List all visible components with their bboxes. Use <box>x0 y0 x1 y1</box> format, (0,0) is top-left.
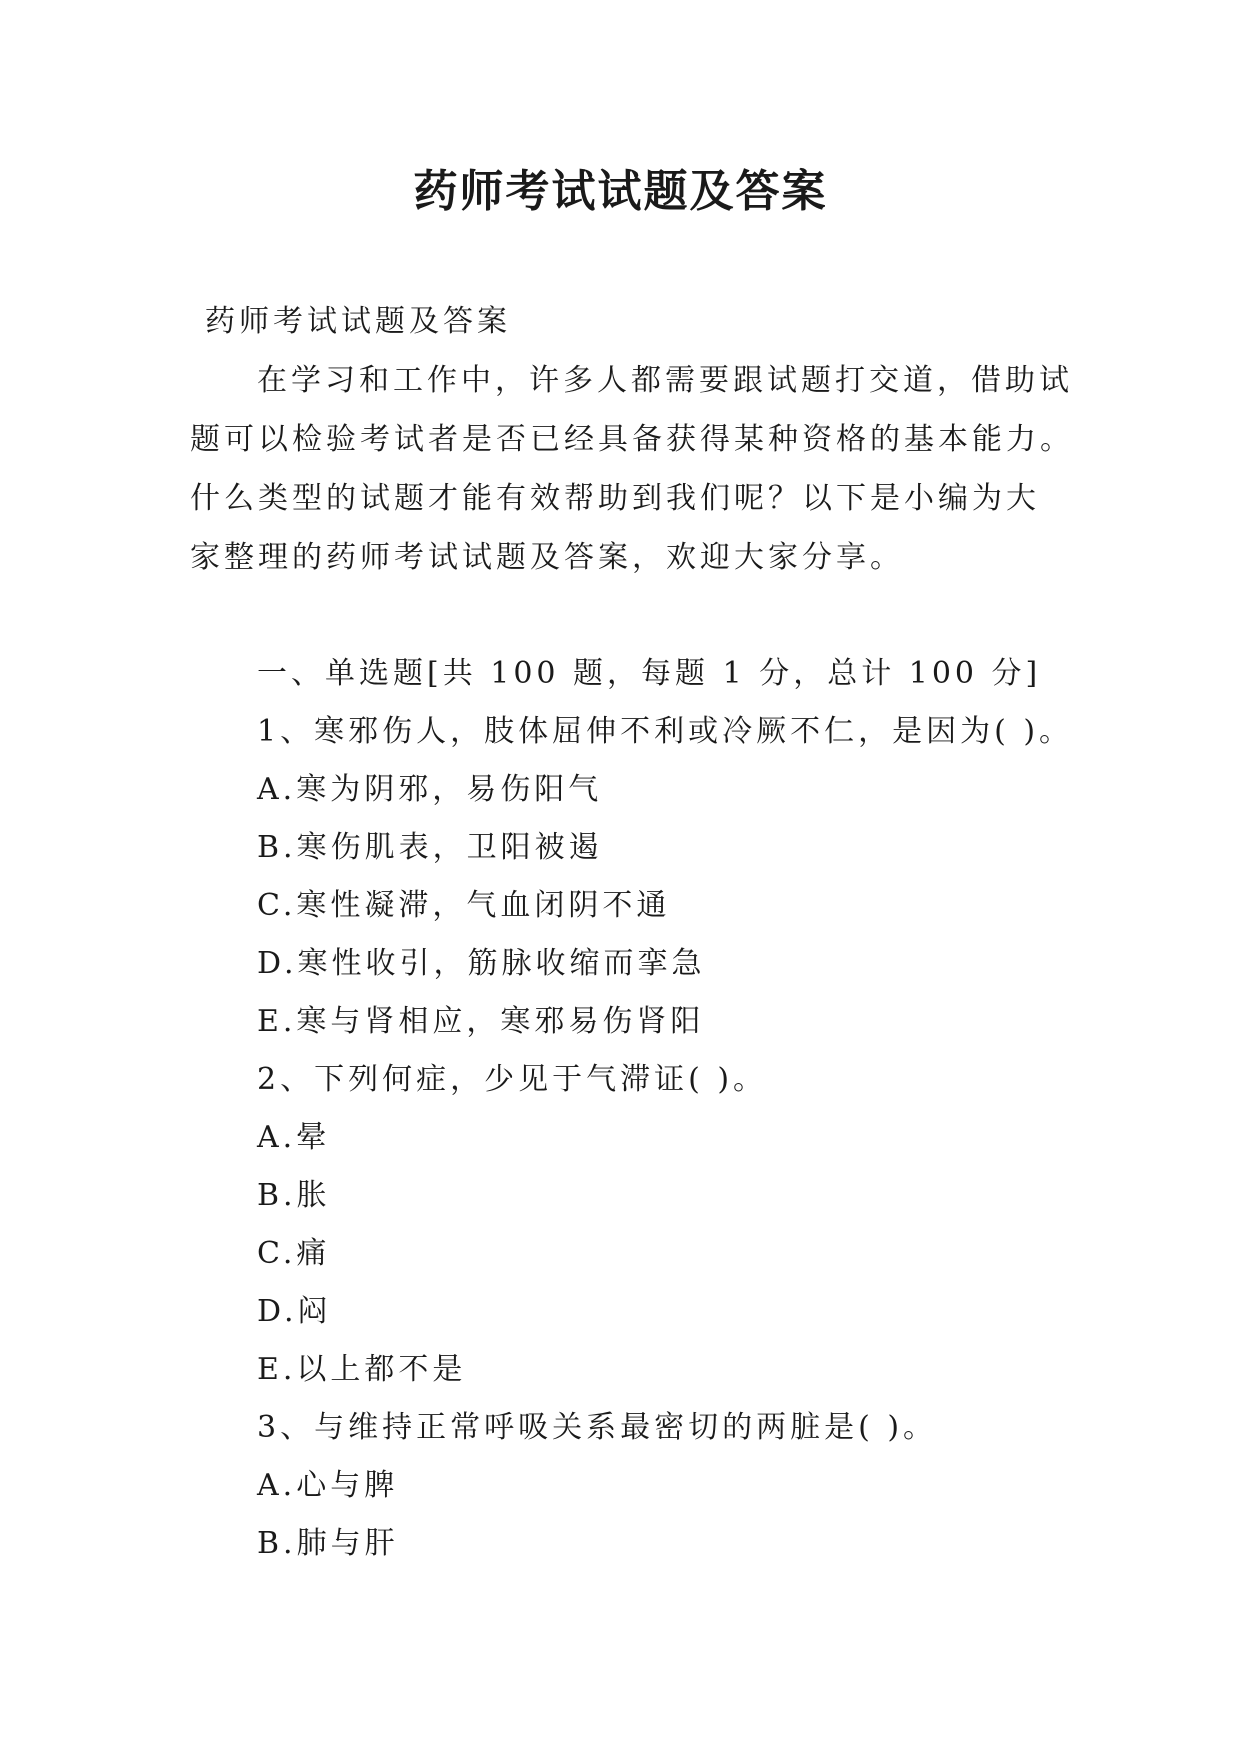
option-item: C.寒性凝滞，气血闭阴不通 <box>257 888 671 923</box>
intro-line: 什么类型的试题才能有效帮助到我们呢？以下是小编为大 <box>190 481 1040 516</box>
option-item: A.寒为阴邪，易伤阳气 <box>257 772 603 807</box>
page-title: 药师考试试题及答案 <box>413 166 828 217</box>
section-heading: 一、单选题[共 100 题，每题 1 分，总计 100 分] <box>257 656 1042 691</box>
option-item: C.痛 <box>257 1236 331 1271</box>
option-item: B.寒伤肌表，卫阳被遏 <box>257 830 603 865</box>
option-item: E.以上都不是 <box>257 1352 467 1387</box>
option-item: D.闷 <box>257 1294 332 1329</box>
option-item: A.心与脾 <box>257 1468 399 1503</box>
option-item: A.晕 <box>257 1120 331 1155</box>
option-item: B.肺与肝 <box>257 1526 399 1561</box>
option-item: E.寒与肾相应，寒邪易伤肾阳 <box>257 1004 705 1039</box>
question-item: 3、与维持正常呼吸关系最密切的两脏是( )。 <box>257 1410 938 1445</box>
intro-line: 在学习和工作中，许多人都需要跟试题打交道，借助试 <box>257 363 1073 398</box>
option-item: B.胀 <box>257 1178 331 1213</box>
intro-line: 题可以检验考试者是否已经具备获得某种资格的基本能力。 <box>190 422 1074 457</box>
option-item: D.寒性收引，筋脉收缩而挛急 <box>257 946 706 981</box>
question-item: 2、下列何症，少见于气滞证( )。 <box>257 1062 768 1097</box>
intro-line: 家整理的药师考试试题及答案，欢迎大家分享。 <box>190 540 904 575</box>
doc-subtitle: 药师考试试题及答案 <box>205 304 511 339</box>
question-item: 1、寒邪伤人，肢体屈伸不利或冷厥不仁，是因为( )。 <box>257 714 1074 749</box>
